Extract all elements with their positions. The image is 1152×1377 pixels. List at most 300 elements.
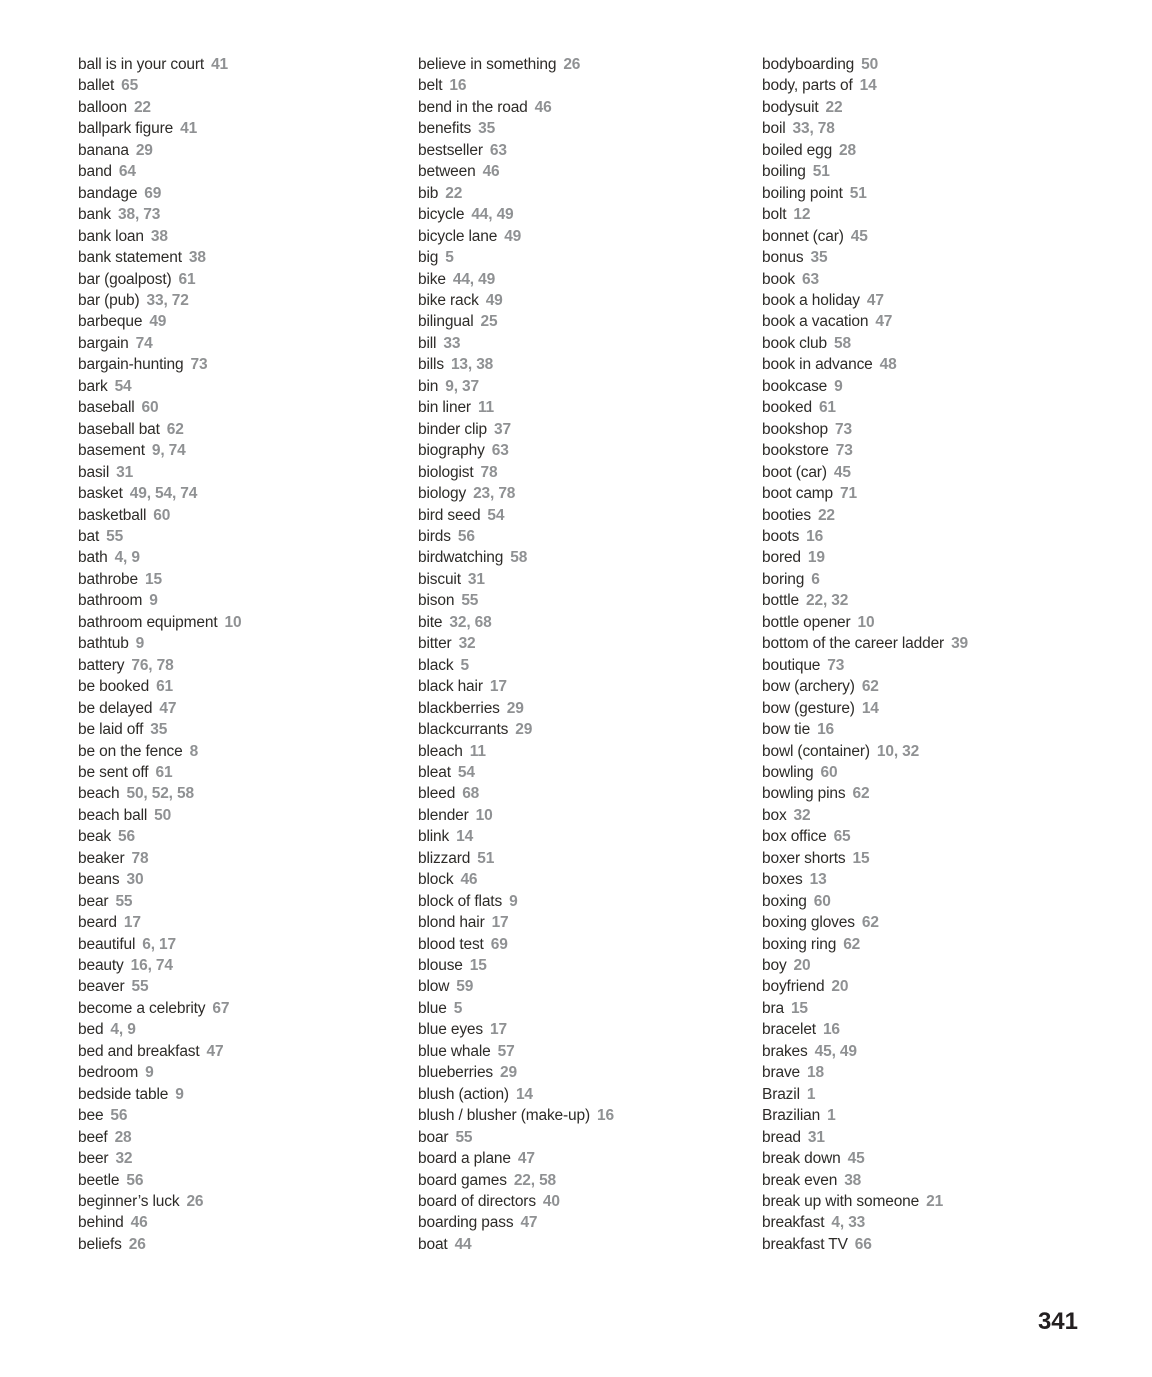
index-term: blood test [418,935,484,953]
index-entry [418,976,762,997]
index-page-refs: 15 [145,570,162,588]
index-page-refs: 78 [131,849,149,867]
index-page-refs: 1 [827,1107,836,1125]
index-entry [418,247,762,268]
index-entry [418,1212,762,1233]
index-term: be booked [78,678,150,696]
index-page-refs: 35 [810,249,828,267]
index-page-refs: 31 [116,463,134,481]
index-page-refs: 32 [458,635,476,653]
index-term: bite [418,613,443,631]
index-term: board a plane [418,1150,511,1168]
index-page-refs: 67 [212,999,230,1017]
index-page-refs: 45 [833,463,851,481]
index-page-refs: 63 [491,442,509,460]
index-page-refs: 61 [155,763,173,781]
index-entry [78,290,418,311]
index-page-refs: 44 [454,1235,472,1253]
index-entry [418,97,762,118]
index-entry [762,290,1092,311]
index-page-refs: 22, 58 [513,1171,557,1189]
index-page-refs: 47 [866,291,884,309]
index-page-refs: 55 [115,892,133,910]
index-page-refs: 66 [854,1235,872,1253]
index-term: basement [78,442,145,460]
index-entry [418,204,762,225]
index-term: beauty [78,957,124,975]
index-entry [762,698,1092,719]
index-page-refs: 49 [504,227,522,245]
index-page-refs: 16 [822,1021,840,1039]
index-page-refs: 31 [807,1128,825,1146]
index-term: bowling [762,763,814,781]
index-page-refs: 10, 32 [876,742,920,760]
index-page-refs: 21 [926,1193,944,1211]
index-entry [418,1191,762,1212]
index-entry [418,655,762,676]
index-page-refs: 62 [852,785,870,803]
index-term: bills [418,356,444,374]
index-entry [762,161,1092,182]
index-term: basket [78,485,123,503]
index-entry [78,419,418,440]
index-page-refs: 55 [131,978,149,996]
index-page-refs: 54 [457,763,475,781]
index-page-refs: 56 [457,527,475,545]
index-term: beak [78,828,112,846]
index-page-refs: 55 [455,1128,473,1146]
index-entry [78,1019,418,1040]
index-page-refs: 46 [130,1214,148,1232]
index-entry [762,376,1092,397]
index-entry [762,912,1092,933]
index-term: bedside table [78,1085,169,1103]
index-page-refs: 46 [482,163,500,181]
index-entry [78,891,418,912]
index-term: bank [78,206,112,224]
index-entry [418,547,762,568]
index-page-refs: 23, 78 [473,485,516,503]
index-page-refs: 45 [850,227,868,245]
index-page-refs: 10 [224,613,242,631]
index-term: battery [78,656,125,674]
index-term: boyfriend [762,978,825,996]
index-entry [762,462,1092,483]
index-term: bar (goalpost) [78,270,172,288]
index-page-refs: 14 [859,77,877,95]
index-term: black hair [418,678,483,696]
index-page-refs: 39 [951,635,969,653]
index-page-refs: 15 [852,849,870,867]
index-page-refs: 14 [861,699,879,717]
index-page-refs: 26 [128,1235,146,1253]
index-entry [78,998,418,1019]
index-page-refs: 54 [114,377,132,395]
index-page-refs: 38 [188,249,206,267]
index-term: bodyboarding [762,56,855,73]
index-term: blender [418,806,469,824]
index-page-refs: 73 [827,656,845,674]
index-page-refs: 64 [118,163,136,181]
index-term: be laid off [78,721,144,739]
index-page-refs: 62 [861,678,879,696]
index-page-refs: 35 [478,120,496,138]
index-entry [78,226,418,247]
index-entry [418,783,762,804]
index-entry [418,805,762,826]
index-entry [418,440,762,461]
index-entry [418,462,762,483]
index-page-refs: 61 [156,678,174,696]
index-page-refs: 48 [879,356,897,374]
index-term: board of directors [418,1193,536,1211]
index-entry [418,54,762,75]
index-entry [78,140,418,161]
index-term: bargain [78,334,129,352]
index-page-refs: 50, 52, 58 [126,785,194,803]
index-entry [78,1127,418,1148]
index-page-refs: 20 [793,957,811,975]
index-term: bow tie [762,721,811,739]
index-page-refs: 11 [477,399,495,417]
index-entry [418,612,762,633]
index-page-refs: 63 [489,141,507,159]
index-entry [762,1127,1092,1148]
index-term: bread [762,1128,801,1146]
index-entry [762,826,1092,847]
index-entry [418,826,762,847]
index-entry [418,311,762,332]
index-page-refs: 76, 78 [131,656,174,674]
index-page-refs: 25 [480,313,498,331]
index-entry [418,891,762,912]
index-entry [78,1191,418,1212]
index-page-refs: 32 [793,806,811,824]
index-entry [78,762,418,783]
index-page-refs: 14 [515,1085,533,1103]
index-page-refs: 17 [123,914,141,932]
index-entry [762,440,1092,461]
index-entry [78,848,418,869]
index-page-refs: 73 [190,356,208,374]
index-page-refs: 17 [491,914,509,932]
index-term: bathrobe [78,570,138,588]
index-entry [418,1105,762,1126]
index-term: blouse [418,957,463,975]
index-term: bear [78,892,109,910]
index-term: boots [762,527,800,545]
index-term: binder clip [418,420,488,438]
index-term: bleach [418,742,463,760]
index-entry [78,526,418,547]
index-page-refs: 41 [180,120,198,138]
index-term: blizzard [418,849,471,867]
index-term: booties [762,506,811,524]
index-page-refs: 50 [861,56,879,73]
index-entry [78,1170,418,1191]
index-term: biscuit [418,570,461,588]
index-term: boring [762,570,805,588]
index-entry [762,848,1092,869]
index-term: bleed [418,785,456,803]
index-term: blond hair [418,914,485,932]
index-page-refs: 9 [509,892,518,910]
index-entry [762,118,1092,139]
index-page-refs: 61 [818,399,836,417]
index-term: body, parts of [762,77,853,95]
index-entry [78,698,418,719]
index-page-refs: 9, 37 [445,377,479,395]
index-page-refs: 50 [154,806,172,824]
index-entry [78,354,418,375]
index-page-refs: 22 [445,184,463,202]
index-column-2 [418,54,762,1255]
index-entry [418,998,762,1019]
index-page-refs: 60 [813,892,831,910]
index-entry [762,976,1092,997]
index-page-refs: 15 [790,999,808,1017]
index-page-refs: 54 [487,506,505,524]
index-term: boiling point [762,184,843,202]
index-page-refs: 11 [469,742,486,760]
index-entry [78,869,418,890]
index-entry [762,226,1092,247]
index-entry [78,912,418,933]
index-entry [762,805,1092,826]
index-term: ballet [78,77,115,95]
index-entry [762,762,1092,783]
index-term: boot camp [762,485,834,503]
index-page-refs: 47 [206,1042,224,1060]
index-entry [78,54,418,75]
index-entry [762,397,1092,418]
index-entry [762,1212,1092,1233]
index-page-refs: 14 [456,828,474,846]
index-term: baseball bat [78,420,160,438]
index-page-refs: 60 [820,763,838,781]
index-entry [78,1105,418,1126]
index-page-refs: 62 [166,420,184,438]
index-entry [78,976,418,997]
index-page-refs: 47 [159,699,177,717]
index-term: Brazilian [762,1107,821,1125]
index-page-refs: 28 [114,1128,132,1146]
index-term: beer [78,1150,109,1168]
index-page-refs: 4, 9 [110,1021,136,1039]
index-term: between [418,163,476,181]
index-page-refs: 78 [480,463,498,481]
index-page-refs: 13 [809,871,827,889]
index-page-refs: 56 [126,1171,144,1189]
index-page-refs: 6, 17 [142,935,176,953]
index-entry [78,118,418,139]
index-term: bitter [418,635,452,653]
index-term: bow (archery) [762,678,855,696]
index-entry [762,419,1092,440]
index-entry [78,719,418,740]
index-page-refs: 16 [597,1107,614,1125]
index-entry [418,719,762,740]
index-entry [418,290,762,311]
index-page-refs: 60 [153,506,171,524]
index-page-refs: 10 [857,613,875,631]
index-term: break up with someone [762,1193,920,1211]
index-page-refs: 47 [520,1214,538,1232]
index-term: bike [418,270,446,288]
index-page-refs: 38 [844,1171,862,1189]
index-term: bathroom [78,592,143,610]
index-term: bonus [762,249,804,267]
index-page-refs: 51 [849,184,867,202]
index-entry [78,397,418,418]
index-term: beaver [78,978,125,996]
index-page-refs: 49 [485,291,503,309]
index-entry [762,1084,1092,1105]
index-page-refs: 22 [825,98,843,116]
index-entry [762,204,1092,225]
index-term: bike rack [418,291,479,309]
index-entry [418,1127,762,1148]
index-page-refs: 68 [462,785,480,803]
index-term: breakfast TV [762,1235,848,1253]
index-term: block [418,871,454,889]
index-term: book a vacation [762,313,869,331]
index-term: brakes [762,1042,808,1060]
index-term: blow [418,978,450,996]
index-term: boxing [762,892,807,910]
index-page-refs: 62 [843,935,861,953]
index-term: bark [78,377,108,395]
index-term: bow (gesture) [762,699,855,717]
index-term: bookshop [762,420,829,438]
index-page-refs: 55 [106,527,124,545]
index-entry [762,934,1092,955]
index-entry [762,869,1092,890]
index-entry [78,1148,418,1169]
index-entry [78,440,418,461]
index-term: bottle opener [762,613,851,631]
index-page-refs: 33, 78 [792,120,835,138]
index-page-refs: 59 [456,978,474,996]
index-term: bottle [762,592,800,610]
index-page-refs: 73 [835,442,853,460]
index-page-refs: 51 [812,163,830,181]
index-page-refs: 5 [453,999,463,1017]
index-term: book in advance [762,356,873,374]
index-page-refs: 17 [489,678,507,696]
index-term: book [762,270,796,288]
index-entry [418,1148,762,1169]
index-term: ballpark figure [78,120,174,138]
index-page-refs: 60 [141,399,159,417]
index-term: board games [418,1171,507,1189]
index-term: baseball [78,399,135,417]
index-entry [762,97,1092,118]
index-page-refs: 26 [186,1193,204,1211]
index-page-refs: 74 [135,334,153,352]
index-page-refs: 28 [839,141,856,159]
index-page-refs: 29 [506,699,524,717]
index-page-refs: 32 [115,1150,133,1168]
index-term: bathtub [78,635,129,653]
index-entry [762,655,1092,676]
index-entry [78,311,418,332]
index-entry [78,612,418,633]
index-entry [78,1062,418,1083]
index-term: blue [418,999,447,1017]
index-page-refs: 45, 49 [814,1042,857,1060]
index-page-refs: 12 [793,206,811,224]
index-entry [78,333,418,354]
index-page-refs: 58 [834,334,851,352]
index-entry [418,505,762,526]
index-term: boil [762,120,786,138]
index-page-refs: 18 [807,1064,824,1082]
index-entry [762,1170,1092,1191]
index-entry [78,204,418,225]
index-page-refs: 47 [517,1150,535,1168]
index-term: beach [78,785,120,803]
index-page-refs: 33 [443,334,461,352]
index-page-refs: 10 [475,806,493,824]
index-term: Brazil [762,1085,800,1103]
index-term: block of flats [418,892,503,910]
index-term: beaker [78,849,125,867]
index-term: boar [418,1128,449,1146]
index-term: break even [762,1171,838,1189]
index-page-refs: 49, 54, 74 [129,485,198,503]
index-entry [78,183,418,204]
index-entry [418,1234,762,1255]
index-term: blackcurrants [418,721,509,739]
index-page-refs: 9 [145,1064,154,1082]
index-page-refs: 35 [150,721,168,739]
index-entry [418,483,762,504]
index-page-refs: 29 [500,1064,517,1082]
index-entry [762,1041,1092,1062]
index-page-refs: 44, 49 [471,206,514,224]
index-entry [78,590,418,611]
index-term: bird seed [418,506,481,524]
index-entry [418,869,762,890]
index-term: bee [78,1107,104,1125]
index-entry [762,1234,1092,1255]
index-entry [78,97,418,118]
index-entry [762,1062,1092,1083]
index-term: biology [418,485,467,503]
index-term: break down [762,1150,841,1168]
index-term: booked [762,399,812,417]
index-entry [762,955,1092,976]
index-entry [762,719,1092,740]
index-term: boat [418,1235,448,1253]
index-entry [762,54,1092,75]
index-page-refs: 32, 68 [449,613,492,631]
index-page-refs: 20 [831,978,849,996]
index-term: beach ball [78,806,148,824]
index-entry [78,1084,418,1105]
index-term: bin liner [418,399,471,417]
index-entry [762,633,1092,654]
index-entry [78,633,418,654]
index-entry [418,762,762,783]
index-entry [78,783,418,804]
index-page-refs: 9 [149,592,158,610]
index-entry [762,1105,1092,1126]
index-term: bookstore [762,442,829,460]
index-page-refs: 13, 38 [450,356,494,374]
index-term: balloon [78,98,127,116]
